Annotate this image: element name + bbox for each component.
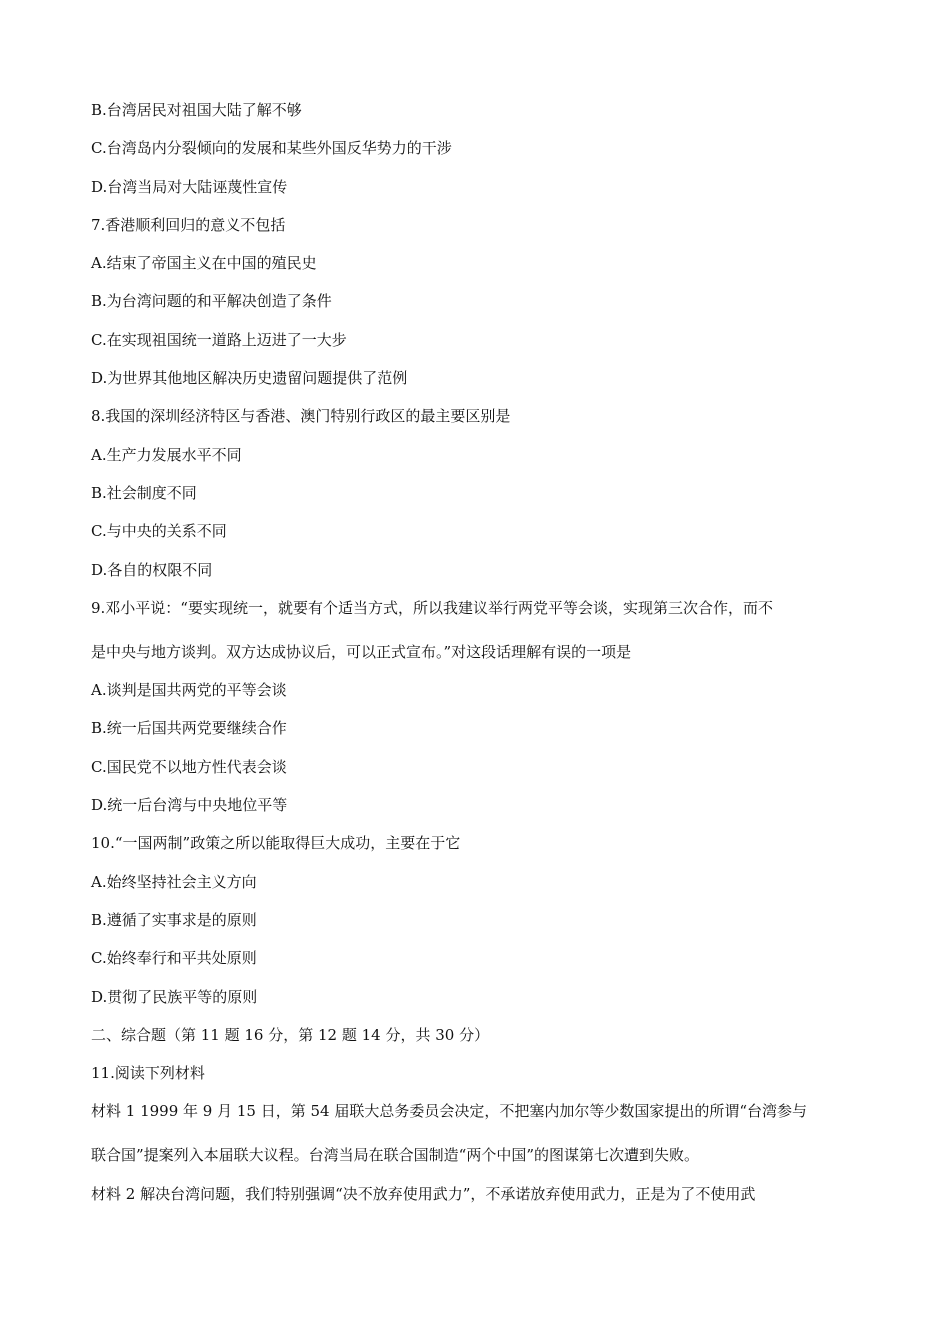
section-heading-2: 二、综合题（第 11 题 16 分，第 12 题 14 分，共 30 分） <box>91 1025 490 1044</box>
option-6c: C.台湾岛内分裂倾向的发展和某些外国反华势力的干涉 <box>91 139 452 158</box>
option-9a: A.谈判是国共两党的平等会谈 <box>91 681 287 700</box>
material-2-line-1: 材料 2 解决台湾问题，我们特别强调“决不放弃使用武力”，不承诺放弃使用武力，正是为了不使用武 <box>91 1184 756 1203</box>
question-7-stem: 7.香港顺利回归的意义不包括 <box>91 215 286 234</box>
question-9-stem <box>91 598 861 662</box>
option-8d: D.各自的权限不同 <box>91 560 213 579</box>
document-page <box>91 100 861 1222</box>
option-7c: C.在实现祖国统一道路上迈进了一大步 <box>91 330 347 349</box>
question-9-stem-line-2: 是中央与地方谈判。双方达成协议后，可以正式宣布。”对这段话理解有误的一项是 <box>91 642 632 661</box>
option-10c: C.始终奉行和平共处原则 <box>91 949 257 968</box>
material-1 <box>91 1101 861 1165</box>
option-7a: A.结束了帝国主义在中国的殖民史 <box>91 254 317 273</box>
question-11-stem: 11.阅读下列材料 <box>91 1064 205 1083</box>
option-7b: B.为台湾问题的和平解决创造了条件 <box>91 292 332 311</box>
option-9c: C.国民党不以地方性代表会谈 <box>91 757 287 776</box>
option-10d: D.贯彻了民族平等的原则 <box>91 987 258 1006</box>
option-9d: D.统一后台湾与中央地位平等 <box>91 796 288 815</box>
material-1-line-2: 联合国”提案列入本届联大议程。台湾当局在联合国制造“两个中国”的图谋第七次遭到失败。 <box>91 1146 700 1165</box>
option-8c: C.与中央的关系不同 <box>91 522 227 541</box>
option-6d: D.台湾当局对大陆诬蔑性宣传 <box>91 177 288 196</box>
question-10-stem: 10.“一国两制”政策之所以能取得巨大成功，主要在于它 <box>91 834 461 853</box>
option-8a: A.生产力发展水平不同 <box>91 445 242 464</box>
option-10b: B.遵循了实事求是的原则 <box>91 910 257 929</box>
question-9-stem-line-1: 9.邓小平说：“要实现统一，就要有个适当方式，所以我建议举行两党平等会谈，实现第三次合作，而不 <box>91 598 773 617</box>
option-10a: A.始终坚持社会主义方向 <box>91 872 257 891</box>
question-8-stem: 8.我国的深圳经济特区与香港、澳门特别行政区的最主要区别是 <box>91 407 511 426</box>
option-9b: B.统一后国共两党要继续合作 <box>91 719 287 738</box>
material-1-line-1: 材料 1 1999 年 9 月 15 日，第 54 届联大总务委员会决定，不把塞内加尔等少数国家提出的所谓“台湾参与 <box>91 1102 808 1121</box>
option-7d: D.为世界其他地区解决历史遗留问题提供了范例 <box>91 369 408 388</box>
option-8b: B.社会制度不同 <box>91 483 197 502</box>
option-6b: B.台湾居民对祖国大陆了解不够 <box>91 101 302 119</box>
